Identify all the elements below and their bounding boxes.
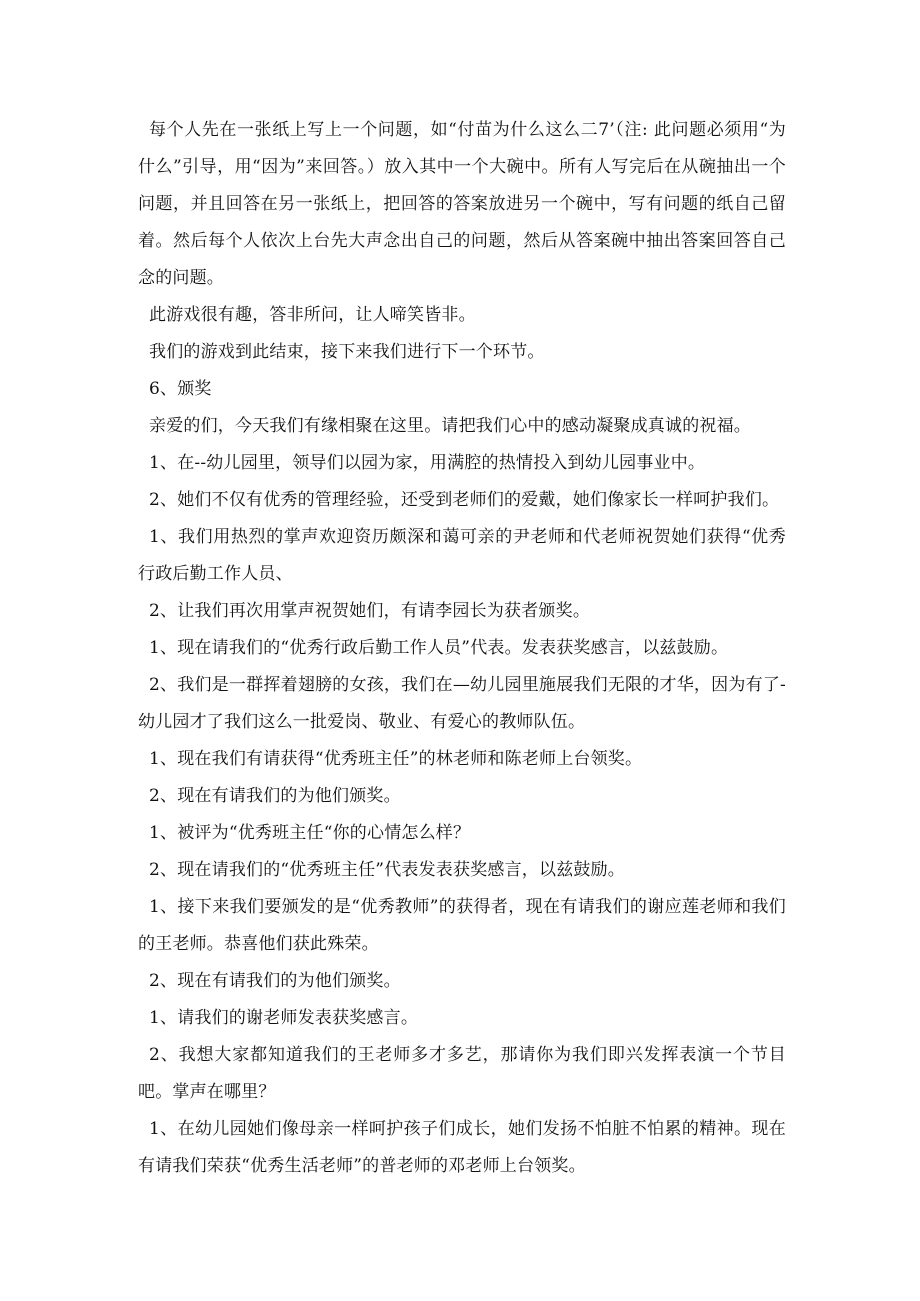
paragraph-line: 1、现在我们有请获得“优秀班主任”的林老师和陈老师上台领奖。: [149, 749, 643, 769]
paragraph-line: 1、被评为“优秀班主任“你的心情怎么样？: [149, 823, 471, 843]
paragraph-line: 2、现在有请我们的为他们颁奖。: [149, 786, 401, 806]
paragraph-line: 1、在--幼儿园里，领导们以园为家，用满腔的热情投入到幼儿园事业中。: [149, 453, 706, 473]
paragraph-line: 1、我们用热烈的掌声欢迎资历颇深和蔼可亲的尹老师和代老师祝贺她们获得“优秀行政后勤工作人员、: [138, 527, 786, 584]
paragraph-line: 2、现在请我们的“优秀班主任”代表发表获奖感言，以兹鼓励。: [149, 860, 625, 880]
paragraph-line: 2、我们是一群挥着翅膀的女孩，我们在—幼儿园里施展我们无限的才华，因为有了-幼儿园才了我们这么一批爱岗、敬业、有爱心的教师队伍。: [138, 675, 786, 732]
paragraph-line: 2、现在有请我们的为他们颁奖。: [149, 971, 401, 991]
paragraph-line: 2、我想大家都知道我们的王老师多才多艺，那请你为我们即兴发挥表演一个节目吧。掌声在哪里？: [138, 1045, 786, 1102]
paragraph-game-rules: 每个人先在一张纸上写上一个问题，如“付苗为什么这么二7’（注: 此问题必须用“为什么”引导，用“因为”来回答。）放入其中一个大碗中。所有人写完后在从碗抽出一个问题，并且回答在另一张纸上，把回答的答案放进另一个碗中，写有问题的纸自己留着。然后每个人依次上台先大声念出自己的问题，然后从答案碗中抽出答案回答自己念的问题。: [138, 120, 786, 288]
section-heading-awards: 6、颁奖: [149, 379, 212, 399]
paragraph-intro: 亲爱的们，今天我们有缘相聚在这里。请把我们心中的感动凝聚成真诚的祝福。: [149, 416, 751, 436]
paragraph-line: 2、让我们再次用掌声祝贺她们，有请李园长为获者颁奖。: [149, 601, 591, 621]
paragraph-line: 2、她们不仅有优秀的管理经验，还受到老师们的爱戴，她们像家长一样呵护我们。: [149, 490, 780, 510]
paragraph-game-fun: 此游戏很有趣，答非所问，让人啼笑皆非。: [149, 305, 476, 325]
paragraph-line: 1、在幼儿园她们像母亲一样呵护孩子们成长，她们发扬不怕脏不怕累的精神。现在有请我们荣获“优秀生活老师”的普老师的邓老师上台领奖。: [138, 1119, 786, 1176]
paragraph-line: 1、现在请我们的“优秀行政后勤工作人员”代表。发表获奖感言，以兹鼓励。: [149, 638, 729, 658]
paragraph-line: 1、请我们的谢老师发表获奖感言。: [149, 1008, 419, 1028]
paragraph-line: 1、接下来我们要颁发的是“优秀教师”的获得者，现在有请我们的谢应莲老师和我们的王老师。恭喜他们获此殊荣。: [138, 897, 786, 954]
paragraph-game-end: 我们的游戏到此结束，接下来我们进行下一个环节。: [149, 342, 545, 362]
document-body: [138, 112, 786, 1185]
